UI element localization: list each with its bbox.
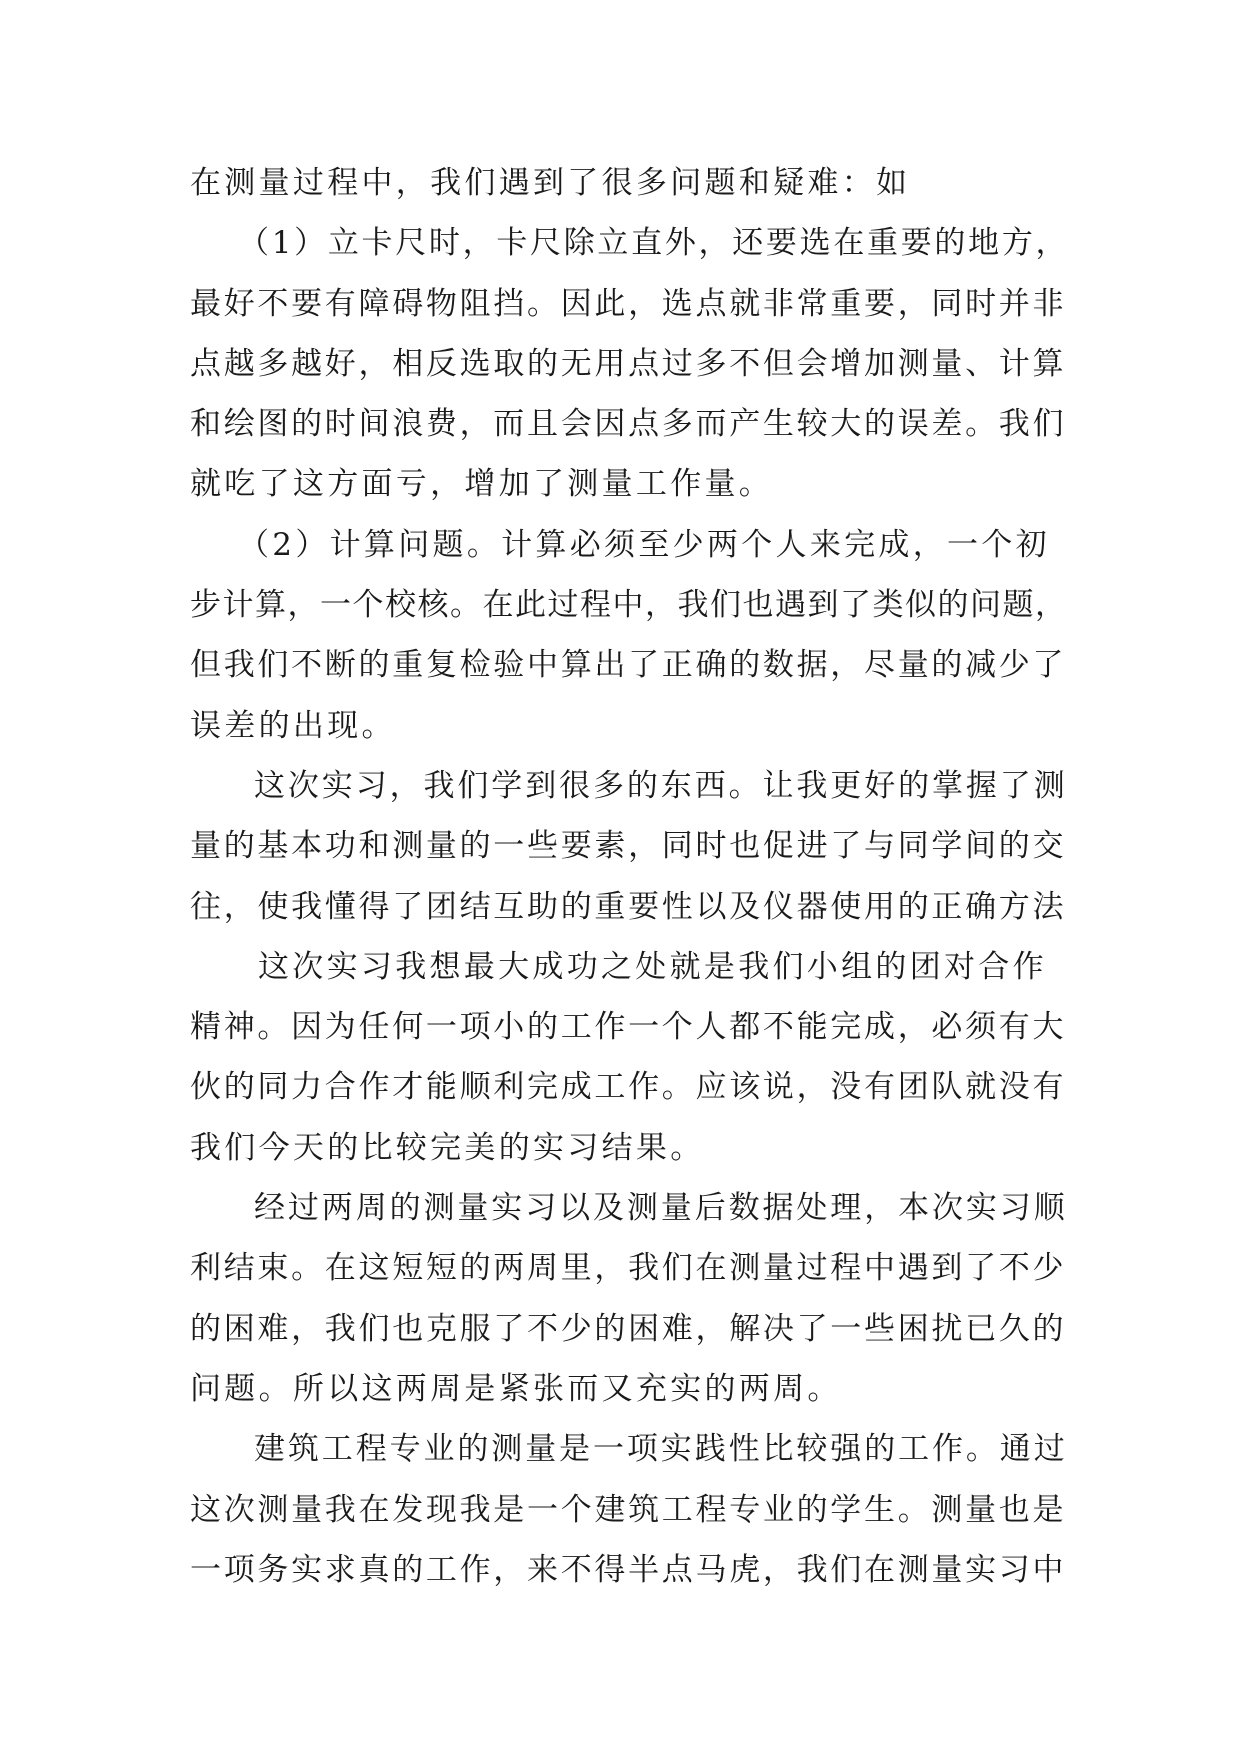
- text-line: 精神。因为任何一项小的工作一个人都不能完成，必须有大: [190, 1009, 1067, 1046]
- text-line: 步计算，一个校核。在此过程中，我们也遇到了类似的问题，: [190, 587, 1068, 624]
- text-line: 误差的出现。: [190, 707, 396, 744]
- text-line: 就吃了这方面亏，增加了测量工作量。: [190, 466, 774, 503]
- text-line: 和绘图的时间浪费，而且会因点多而产生较大的误差。我们: [190, 406, 1067, 443]
- text-line: 一项务实求真的工作，来不得半点马虎，我们在测量实习中: [190, 1551, 1067, 1588]
- text-line: 但我们不断的重复检验中算出了正确的数据，尽量的减少了: [190, 647, 1067, 684]
- text-line: 我们今天的比较完美的实习结果。: [190, 1129, 705, 1166]
- text-line: 伙的同力合作才能顺利完成工作。应该说，没有团队就没有: [190, 1069, 1067, 1106]
- text-line: 这次实习我想最大成功之处就是我们小组的团对合作: [258, 948, 1047, 985]
- text-line: 问题。所以这两周是紧张而又充实的两周。: [190, 1370, 842, 1407]
- text-line: 的困难，我们也克服了不少的困难，解决了一些困扰已久的: [190, 1310, 1067, 1347]
- text-line: 经过两周的测量实习以及测量后数据处理，本次实习顺: [254, 1190, 1068, 1227]
- body-text: [190, 153, 1070, 1600]
- text-line: 往，使我懂得了团结互助的重要性以及仪器使用的正确方法: [190, 888, 1067, 925]
- text-line: 在测量过程中，我们遇到了很多问题和疑难：如: [190, 165, 911, 201]
- text-line: （2）计算问题。计算必须至少两个人来完成，一个初: [238, 526, 1050, 563]
- text-line: 建筑工程专业的测量是一项实践性比较强的工作。通过: [254, 1431, 1068, 1468]
- text-line: 利结束。在这短短的两周里，我们在测量过程中遇到了不少: [190, 1250, 1067, 1287]
- text-line: （1）立卡尺时，卡尺除立直外，还要选在重要的地方，: [238, 225, 1070, 262]
- text-line: 量的基本功和测量的一些要素，同时也促进了与同学间的交: [190, 828, 1067, 865]
- text-line: 这次实习，我们学到很多的东西。让我更好的掌握了测: [254, 767, 1068, 804]
- text-line: 点越多越好，相反选取的无用点过多不但会增加测量、计算: [190, 345, 1067, 382]
- text-line: 最好不要有障碍物阻挡。因此，选点就非常重要，同时并非: [190, 285, 1067, 322]
- text-line: 这次测量我在发现我是一个建筑工程专业的学生。测量也是: [190, 1491, 1067, 1528]
